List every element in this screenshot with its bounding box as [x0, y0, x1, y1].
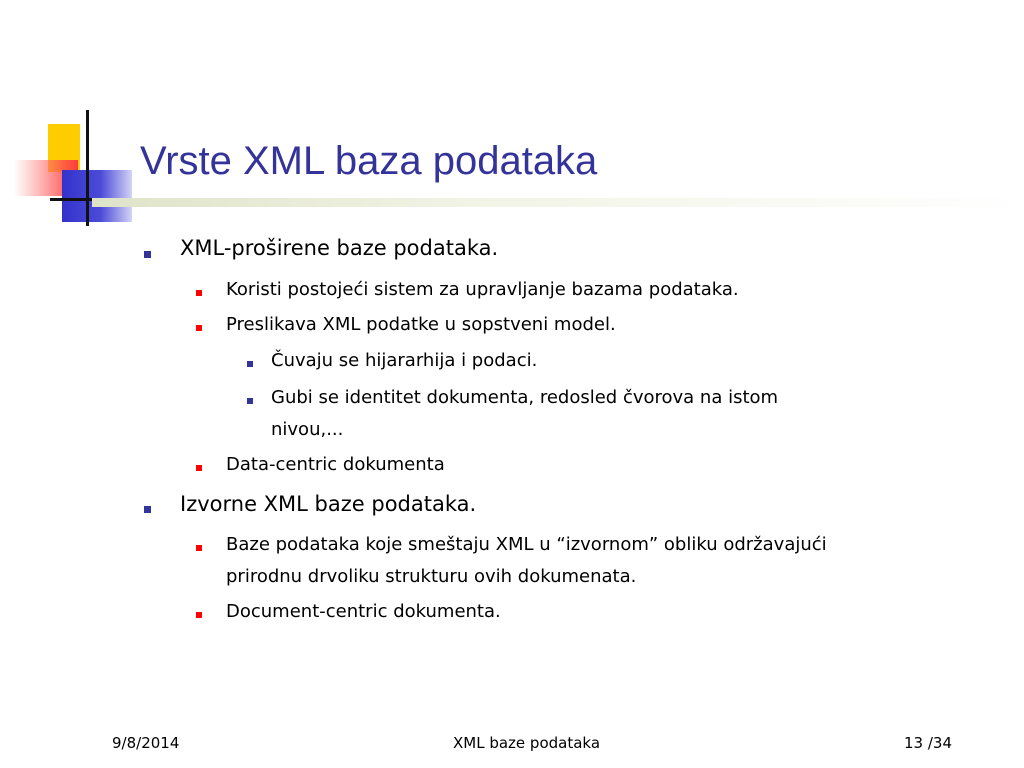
square-bullet-icon — [247, 361, 253, 367]
square-bullet-icon — [196, 465, 202, 471]
square-bullet-icon — [144, 251, 151, 258]
square-bullet-icon — [196, 545, 202, 551]
bullet-text: Document-centric dokumenta. — [226, 601, 501, 622]
page-number: 13 /34 — [904, 734, 952, 752]
bullet-text-continued: nivou,... — [271, 419, 344, 440]
square-bullet-icon — [196, 290, 202, 296]
square-bullet-icon — [247, 398, 253, 404]
bullet-text: Baze podataka koje smeštaju XML u “izvornom” obliku održavajući — [226, 534, 827, 555]
slide-title: Vrste XML baza podataka — [140, 139, 598, 183]
bullet-text: Preslikava XML podatke u sopstveni model. — [226, 314, 616, 335]
bullet-text: Koristi postojeći sistem za upravljanje bazama podataka. — [226, 279, 739, 300]
bullet-text: XML-proširene baze podataka. — [180, 236, 499, 260]
bullet-text: Gubi se identitet dokumenta, redosled čvorova na istom — [271, 387, 779, 408]
bullet-text: Čuvaju se hijararhija i podaci. — [271, 350, 538, 371]
bullet-text-continued: prirodnu drvoliku strukturu ovih dokumenata. — [226, 566, 637, 587]
square-bullet-icon — [196, 612, 202, 618]
footer-title: XML baze podataka — [453, 734, 601, 752]
bullet-text: Izvorne XML baze podataka. — [180, 492, 477, 516]
footer-date: 9/8/2014 — [112, 734, 180, 752]
bullet-text: Data-centric dokumenta — [226, 454, 445, 475]
square-bullet-icon — [144, 506, 151, 513]
square-bullet-icon — [196, 325, 202, 331]
